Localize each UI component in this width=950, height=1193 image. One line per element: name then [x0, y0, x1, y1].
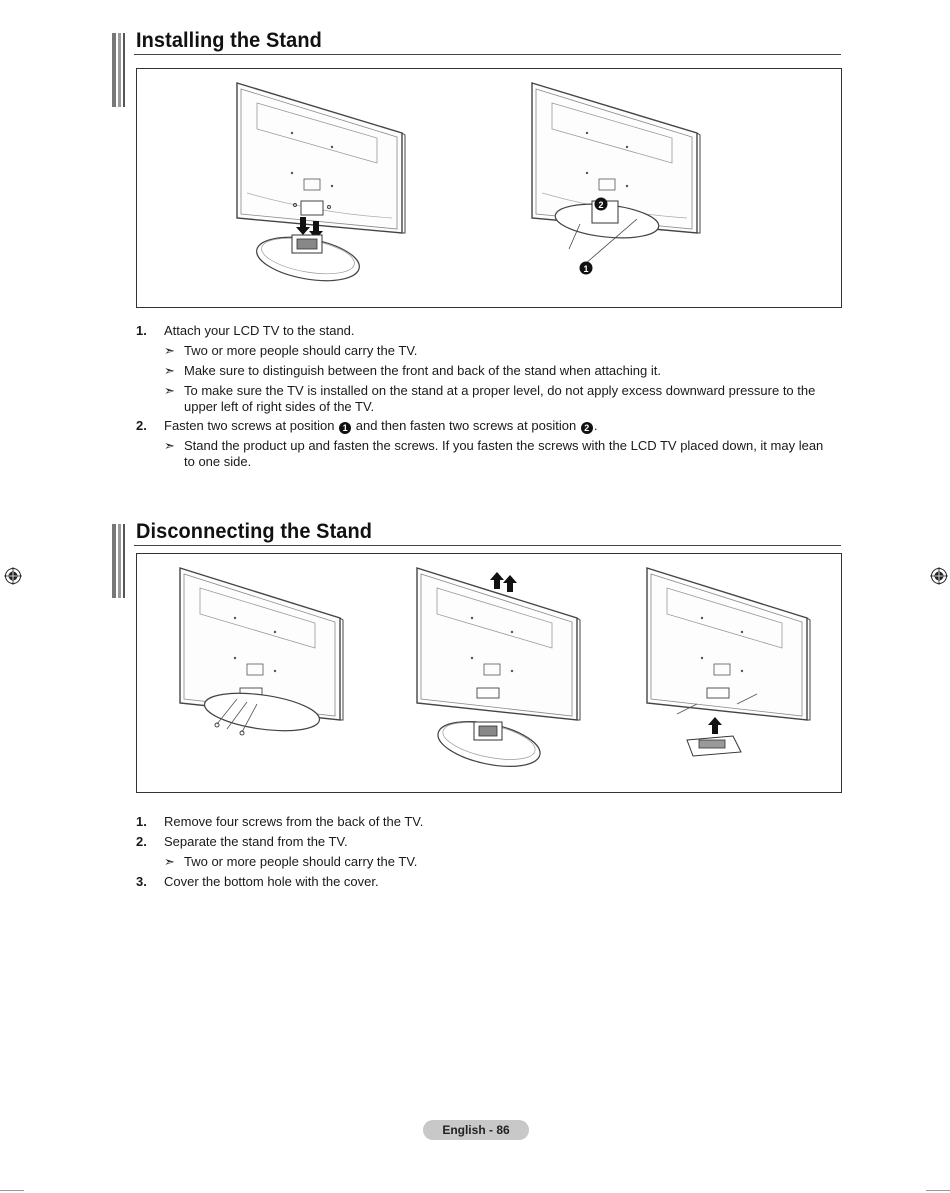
- stand-base-illustration-left: [253, 230, 362, 287]
- tv-back-illustration-3: [647, 568, 810, 720]
- page-number-badge: English - 86: [423, 1120, 529, 1140]
- note-marker: ➣: [164, 363, 175, 378]
- disconnect-illustration: [137, 554, 841, 792]
- note-marker: ➣: [164, 383, 175, 398]
- note-marker: ➣: [164, 343, 175, 358]
- crop-mark: [926, 1190, 950, 1191]
- install-figure: [136, 68, 842, 308]
- note-marker: ➣: [164, 438, 175, 453]
- note-marker: ➣: [164, 854, 175, 869]
- position-badge-2-inline: 2: [581, 422, 593, 434]
- section-title-installing: Installing the Stand: [136, 29, 322, 52]
- tv-back-illustration-left: [237, 83, 405, 233]
- section-marker-bars: [112, 33, 126, 107]
- disconnect-figure: [136, 553, 842, 793]
- crop-mark: [0, 1190, 24, 1191]
- svg-text:2: 2: [598, 200, 604, 210]
- position-badge-1: [580, 262, 593, 275]
- arrow-up-icon: [490, 572, 517, 592]
- position-badge-2: [595, 198, 608, 211]
- stand-base-illustration-2: [434, 714, 544, 775]
- install-illustration: [137, 69, 841, 307]
- svg-text:1: 1: [583, 264, 589, 274]
- position-badge-1-inline: 1: [339, 422, 351, 434]
- section-title-disconnecting: Disconnecting the Stand: [136, 520, 373, 543]
- arrow-up-icon: [708, 717, 722, 734]
- section-rule: [134, 54, 841, 55]
- registration-mark-icon: [4, 567, 22, 585]
- registration-mark-icon: [930, 567, 948, 585]
- section-rule: [134, 545, 841, 546]
- tv-back-illustration-2: [417, 568, 580, 720]
- section-marker-bars: [112, 524, 126, 598]
